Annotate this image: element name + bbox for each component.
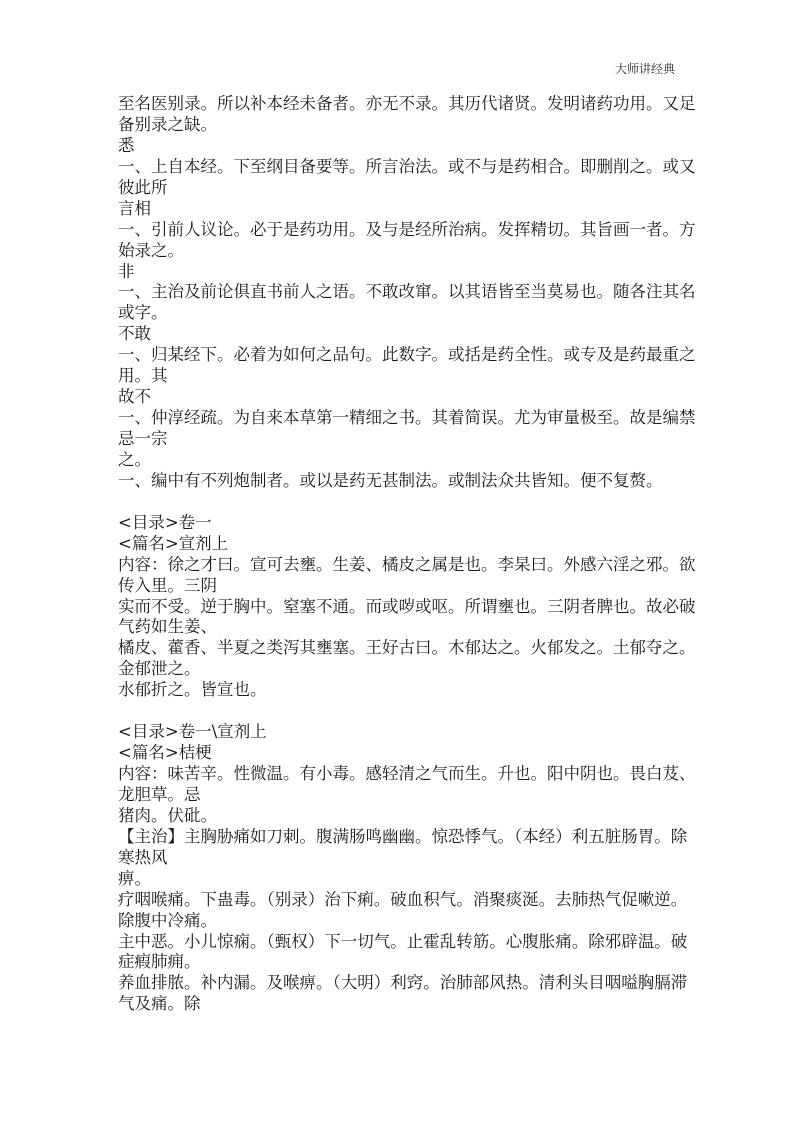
text-line: 金郁泄之。 [118,659,201,679]
text-line: 一、编中有不列炮制者。或以是药无甚制法。或制法众共皆知。便不复赘。 [118,470,663,490]
text-line: 主中恶。小儿惊痫。（甄权）下一切气。止霍乱转筋。心腹胀痛。除邪辟温。破 [118,931,688,951]
text-line: 非 [118,261,135,281]
document-body [118,94,696,1015]
text-line: 或字。 [118,303,168,323]
text-line: 一、归某经下。必着为如何之品句。此数字。或括是药全性。或专及是药最重之 [118,345,696,365]
text-line: 用。其 [118,366,168,386]
text-line: 一、仲淳经疏。为自来本草第一精细之书。其着简误。尤为审量极至。故是编禁 [118,408,696,428]
section-title: <篇名>宣剂上 [118,533,229,553]
section-title: <篇名>桔梗 [118,743,212,763]
text-line: 实而不受。逆于胸中。窒塞不通。而或哕或呕。所谓壅也。三阴者脾也。故必破 [118,596,696,616]
text-line: 至名医别录。所以补本经未备者。亦无不录。其历代诸贤。发明诸药功用。又足 [118,94,696,113]
text-line: 气药如生姜、 [118,617,217,637]
text-line: 内容：徐之才曰。宣可去壅。生姜、橘皮之属是也。李杲曰。外感六淫之邪。欲 [118,554,696,574]
text-line: 疗咽喉痛。下蛊毒。（别录）治下痢。破血积气。消聚痰涎。去肺热气促嗽逆。 [118,889,688,909]
text-line: 症瘕肺痈。 [118,952,201,972]
text-line: 故不 [118,387,151,407]
blank-line [118,492,683,513]
text-line: 【主治】主胸胁痛如刀刺。腹满肠鸣幽幽。惊恐悸气。（本经）利五脏肠胃。除 [118,826,688,846]
text-line: 寒热风 [118,847,168,867]
text-line: 言相 [118,198,151,218]
header-title: 大师讲经典 [614,62,675,76]
page-header [615,60,675,77]
text-line: 不敢 [118,324,151,344]
text-line: 备别录之缺。 [118,114,217,134]
text-line: 气及痛。除 [118,994,201,1014]
text-line: 痹。 [118,868,151,888]
text-line: 悉 [118,135,135,155]
text-line: 之。 [118,449,151,469]
blank-line [118,701,683,722]
text-line: 彼此所 [118,177,168,197]
text-line: 内容：味苦辛。性微温。有小毒。感轻清之气而生。升也。阳中阴也。畏白芨、 [118,764,696,783]
text-line: 水郁折之。皆宣也。 [118,680,267,700]
text-line: 一、主治及前论俱直书前人之语。不敢改窜。以其语皆至当莫易也。随各注其名 [118,282,696,302]
text-line: 忌一宗 [118,429,168,448]
text-line: 除腹中冷痛。 [118,910,217,930]
text-line: 传入里。三阴 [118,575,217,595]
section-directory: <目录>卷一 [118,512,212,532]
text-line: 始录之。 [118,240,184,260]
text-line: 龙胆草。忌 [118,784,201,804]
text-line: 一、上自本经。下至纲目备要等。所言治法。或不与是药相合。即删削之。或又 [118,156,696,176]
text-line: 橘皮、藿香、半夏之类泻其壅塞。王好古曰。木郁达之。火郁发之。土郁夺之。 [118,638,696,658]
text-line: 养血排脓。补内漏。及喉痹。（大明）利窍。治肺部风热。清利头目咽嗌胸膈滞 [118,973,688,993]
text-line: 猪肉。伏砒。 [118,805,217,825]
section-directory: <目录>卷一\宣剂上 [118,722,267,742]
text-line: 一、引前人议论。必于是药功用。及与是经所治病。发挥精切。其旨画一者。方 [118,219,696,239]
